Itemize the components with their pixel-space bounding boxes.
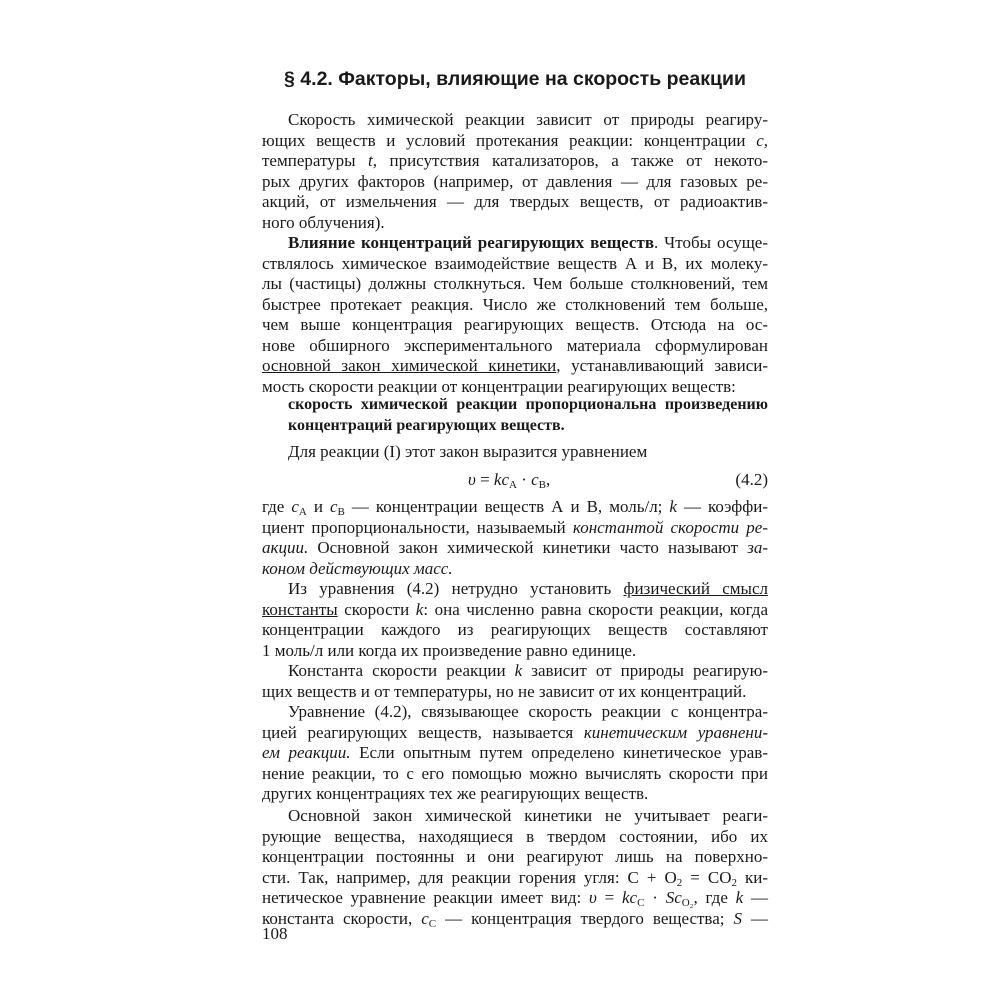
text-line: скорость химической реакции пропорциональна произведению (288, 396, 768, 413)
page-number: 108 (262, 924, 288, 943)
text-line: нове обширного экспериментального материала сформулирован (262, 335, 768, 355)
text-line: ствлялось химическое взаимодействие веществ А и В, их молеку- (262, 253, 768, 273)
paragraph-7 (262, 806, 768, 929)
text-line: температуры t, присутствия катализаторов, а также от некото- (262, 151, 768, 170)
text-line: акции. Основной закон химической кинетики часто называют за- (262, 538, 768, 557)
italic-term: коном действующих масс. (262, 558, 453, 578)
text-line: ющих веществ и условий протекания реакции: концентрации c, (262, 130, 769, 150)
text-line: Уравнение (4.2), связывающее скорость реакции с концентра- (288, 702, 768, 721)
text-line (262, 559, 768, 580)
section-heading: § 4.2. Факторы, влияющие на скорость реакции (284, 68, 746, 90)
text-line: Влияние концентраций реагирующих веществ. Чтобы осуще- (288, 233, 768, 252)
text-line: ного облучения). (262, 212, 385, 232)
paragraph-6 (262, 702, 768, 805)
paragraph-2 (262, 233, 768, 397)
paragraph-5 (262, 661, 768, 702)
text-line: щих веществ и от температуры, но не зависит от их концентраций. (262, 681, 747, 701)
text-line: рующие вещества, находящиеся в твердом состоянии, ибо их (262, 826, 768, 846)
paragraph-1 (262, 110, 768, 233)
text-line: основной закон химической кинетики, устанавливающий зависи- (262, 356, 769, 375)
underlined-term: основной закон химической кинетики (262, 356, 557, 375)
bold-term: Влияние концентраций реагирующих веществ (288, 233, 654, 252)
text-line: циент пропорциональности, называемый константой скорости ре- (262, 517, 769, 537)
text-line: быстрее протекает реакция. Число же столкновений тем больше, (262, 294, 768, 314)
text-line: нение реакции, то с его помощью можно вычислять скорости при (262, 763, 768, 783)
formula-4-2 (262, 469, 768, 491)
text-line: Для реакции (I) этот закон выразится уравнением (288, 442, 648, 461)
formula-expression: $\upsilon = kc_A \cdot c_B$, (468, 470, 551, 491)
text-line: мость скорости реакции от концентрации реагирующих веществ: (262, 376, 736, 396)
text-line: где $c_A$ и $c_B$ — концентрации веществ А и В, моль/л; k — коэффи- (262, 497, 768, 518)
italic-term: константой скорости ре- (572, 517, 769, 537)
text-line: Константа скорости реакции k зависит от природы реагирую- (288, 661, 768, 680)
text-line: сти. Так, например, для реакции горения угля: $C + O_2 = CO_2$ ки- (262, 867, 768, 889)
text-line: константы скорости k: она численно равна скорости реакции, когда (262, 599, 768, 619)
text-line: чем выше концентрация реагирующих веществ. Отсюда на ос- (262, 315, 768, 334)
text-line: акций, от измельчения — для твердых веществ, от радиоактив- (262, 192, 768, 211)
text-line: нетическое уравнение реакции имеет вид: $\upsilon = kc_C \cdot Sc_{O_2}$, где k — (262, 888, 769, 909)
text-line: 1 моль/л или когда их произведение равно единице. (262, 640, 637, 660)
text-line: Основной закон химической кинетики не учитывает реаги- (288, 806, 768, 825)
formula-intro (262, 442, 768, 463)
italic-term: кинетическим уравнени- (583, 722, 768, 742)
text-line: константа скорости, $c_C$ — концентрация твердого вещества; S — (262, 908, 769, 930)
text-line: лы (частицы) должны столкнуться. Чем больше столкновений, тем (262, 274, 768, 293)
paragraph-4 (262, 579, 768, 661)
text-line: ем реакции. Если опытным путем определено кинетическое урав- (262, 743, 768, 762)
text-line: концентрации каждого из реагирующих веществ составляют (262, 620, 768, 639)
text-line: концентрации постоянны и они реагируют лишь на поверхно- (262, 847, 768, 866)
formula-number: (4.2) (735, 470, 768, 489)
text-line: Из уравнения (4.2) нетрудно установить физический смысл (288, 579, 768, 598)
text-line: цией реагирующих веществ, называется кинетическим уравнени- (262, 722, 768, 742)
underlined-term: физический смысл (623, 579, 768, 598)
text-line: Скорость химической реакции зависит от природы реагиру- (288, 110, 768, 129)
text-line: рых других факторов (например, от давления — для газовых ре- (262, 171, 768, 191)
text-line: других концентрациях тех же реагирующих веществ. (262, 784, 649, 803)
text-line: концентраций реагирующих веществ. (288, 416, 565, 434)
law-statement (288, 395, 768, 436)
paragraph-3 (262, 497, 768, 579)
